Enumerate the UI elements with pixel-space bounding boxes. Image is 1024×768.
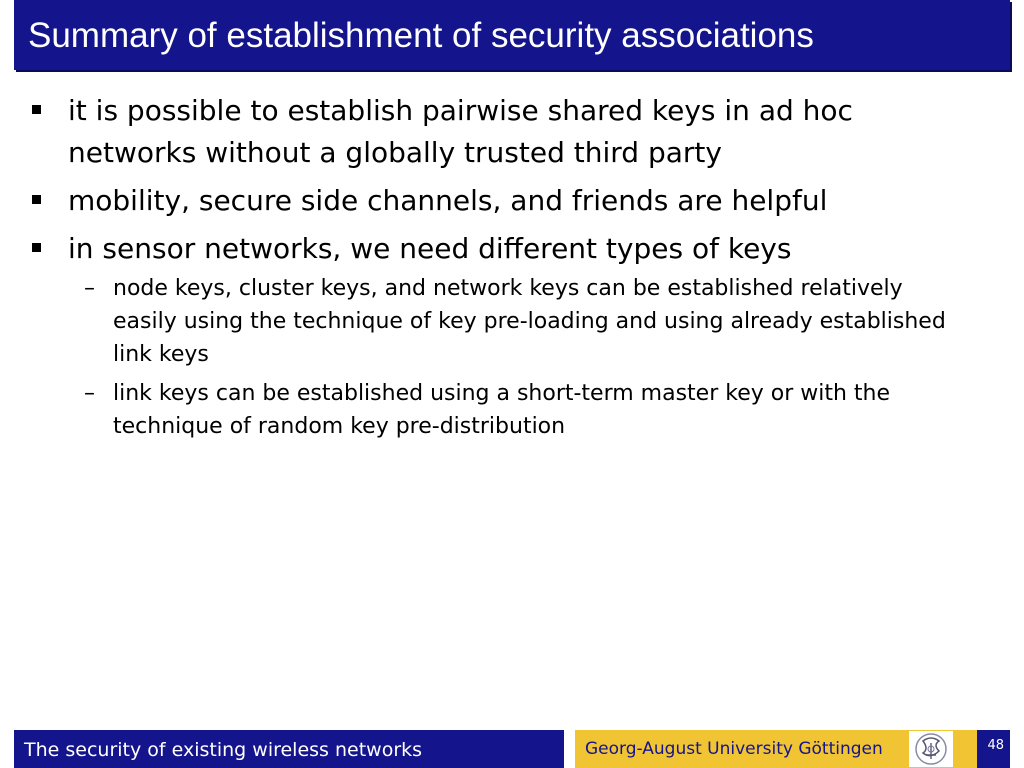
university-seal-logo [909, 731, 953, 767]
footer-page-box [977, 730, 1010, 768]
footer-university-name: Georg-August University Göttingen [585, 739, 883, 759]
title-bar [14, 0, 1010, 70]
bullet-text: mobility, secure side channels, and friends are helpful [68, 184, 828, 217]
sub-bullet-text: node keys, cluster keys, and network keys can be established relatively easily using the technique of key pre-loading and using already established link keys [113, 276, 946, 367]
bullet-item-1 [0, 90, 1024, 174]
square-bullet-icon [32, 105, 41, 114]
bullet-item-3 [0, 228, 1024, 270]
square-bullet-icon [32, 195, 41, 204]
sub-bullet-item-1 [0, 272, 1024, 371]
bullet-list [0, 90, 1024, 449]
dash-marker: – [84, 381, 95, 406]
dash-marker: – [84, 276, 95, 301]
footer-university-bar [575, 730, 977, 768]
footer-course-title: The security of existing wireless networks [24, 739, 423, 761]
slide-title: Summary of establishment of security associations [28, 16, 814, 55]
bullet-text: in sensor networks, we need different types of keys [68, 232, 792, 265]
sub-bullet-item-2 [0, 377, 1024, 443]
bullet-item-2 [0, 180, 1024, 222]
sub-bullet-list [0, 272, 1024, 443]
bullet-text: it is possible to establish pairwise shared keys in ad hoc networks without a globally trusted third party [68, 94, 853, 169]
page-number: 48 [987, 738, 1004, 753]
sub-bullet-text: link keys can be established using a short-term master key or with the technique of random key pre-distribution [113, 381, 891, 439]
footer-course-bar [14, 730, 564, 768]
square-bullet-icon [32, 243, 41, 252]
title-area [0, 0, 1024, 72]
